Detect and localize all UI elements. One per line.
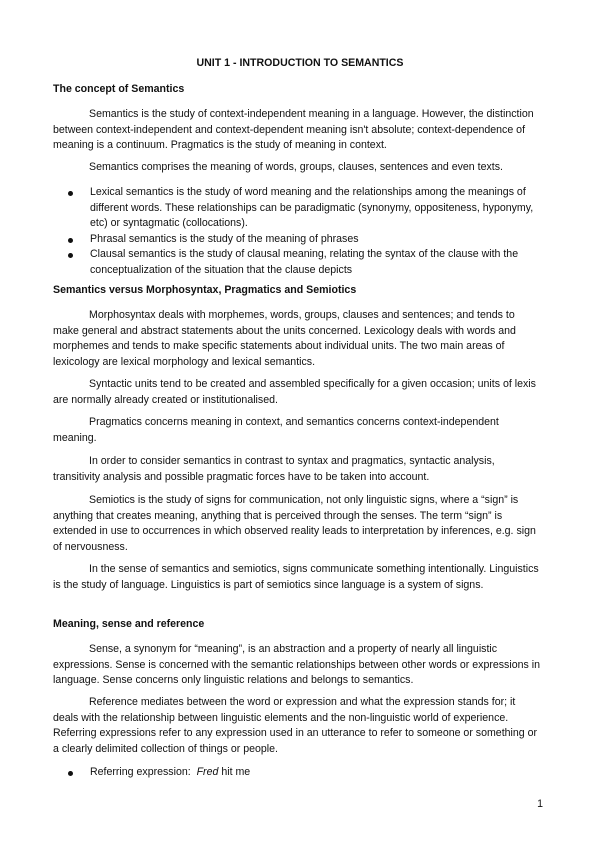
paragraph: Pragmatics concerns meaning in context, and semantics concerns context-independent meaning. — [53, 416, 499, 444]
paragraph: Semiotics is the study of signs for communication, not only linguistic signs, where a “sign” is anything that creates meaning, anything that is perceived through the senses. The term “sign” is extended in use to occurrences in which observed reality leads to interpretation by inferences, e.g. sign of nervousness. — [53, 494, 536, 553]
paragraph: Syntactic units tend to be created and assembled specifically for a given occasion; units of lexis are normally already created or institutionalised. — [53, 378, 536, 406]
paragraph: In order to consider semantics in contrast to syntax and pragmatics, syntactic analysis, transitivity analysis and possible pragmatic forces have to be taken into account. — [53, 455, 495, 483]
bullet-icon — [68, 191, 73, 196]
paragraph: Sense, a synonym for “meaning”, is an abstraction and a property of nearly all linguistic expressions. Sense is concerned with the semantic relationships between other words or expressions in language. Sense concerns only linguistic relations and belongs to semantics. — [53, 643, 540, 687]
paragraph: In the sense of semantics and semiotics, signs communicate something intentionally. Linguistics is the study of language. Linguistics is part of semiotics since language is a system of signs. — [53, 563, 539, 591]
list-item: Clausal semantics is the study of clausal meaning, relating the syntax of the clause with the conceptualization of the situation that the clause depicts — [53, 247, 543, 278]
section-heading-concept: The concept of Semantics — [53, 83, 185, 95]
paragraph: Semantics comprises the meaning of words, groups, clauses, sentences and even texts. — [89, 161, 503, 173]
document-title: UNIT 1 - INTRODUCTION TO SEMANTICS — [196, 57, 404, 69]
list-item: Referring expression: Fred hit me — [53, 765, 543, 781]
page-number: 1 — [537, 798, 543, 810]
paragraph: Morphosyntax deals with morphemes, words, groups, clauses and sentences; and tends to make general and abstract statements about the units concerned. Lexicology deals with words and morphemes and tends to make specific statements about individual units. The two main areas of lexicology are lexical morphology and lexical semantics. — [53, 309, 516, 368]
paragraph: Semantics is the study of context-independent meaning in a language. However, the distinction between context-independent and context-dependent meaning isn't absolute; context-dependence of meaning is a continuum. Pragmatics is the study of meaning in context. — [53, 108, 534, 152]
bullet-list-semantics-types — [53, 185, 543, 279]
bullet-list-example — [53, 765, 543, 781]
bullet-icon — [68, 238, 73, 243]
section-heading-meaning: Meaning, sense and reference — [53, 618, 205, 630]
paragraph: Reference mediates between the word or expression and what the expression stands for; it deals with the relationship between linguistic elements and the non-linguistic world of experience. Referring expressions refer to any expression used in an utterance to refer to someone or something or a clearly delimited collection of things or people. — [53, 696, 538, 755]
bullet-icon — [68, 253, 73, 258]
bullet-icon — [68, 771, 73, 776]
section-heading-morphosyntax: Semantics versus Morphosyntax, Pragmatics and Semiotics — [53, 284, 357, 296]
list-item: Phrasal semantics is the study of the meaning of phrases — [53, 232, 543, 248]
list-item: Lexical semantics is the study of word meaning and the relationships among the meanings of different words. These relationships can be paradigmatic (synonymy, oppositeness, hyponymy, etc) or syntagmatic (collocations). — [53, 185, 543, 232]
